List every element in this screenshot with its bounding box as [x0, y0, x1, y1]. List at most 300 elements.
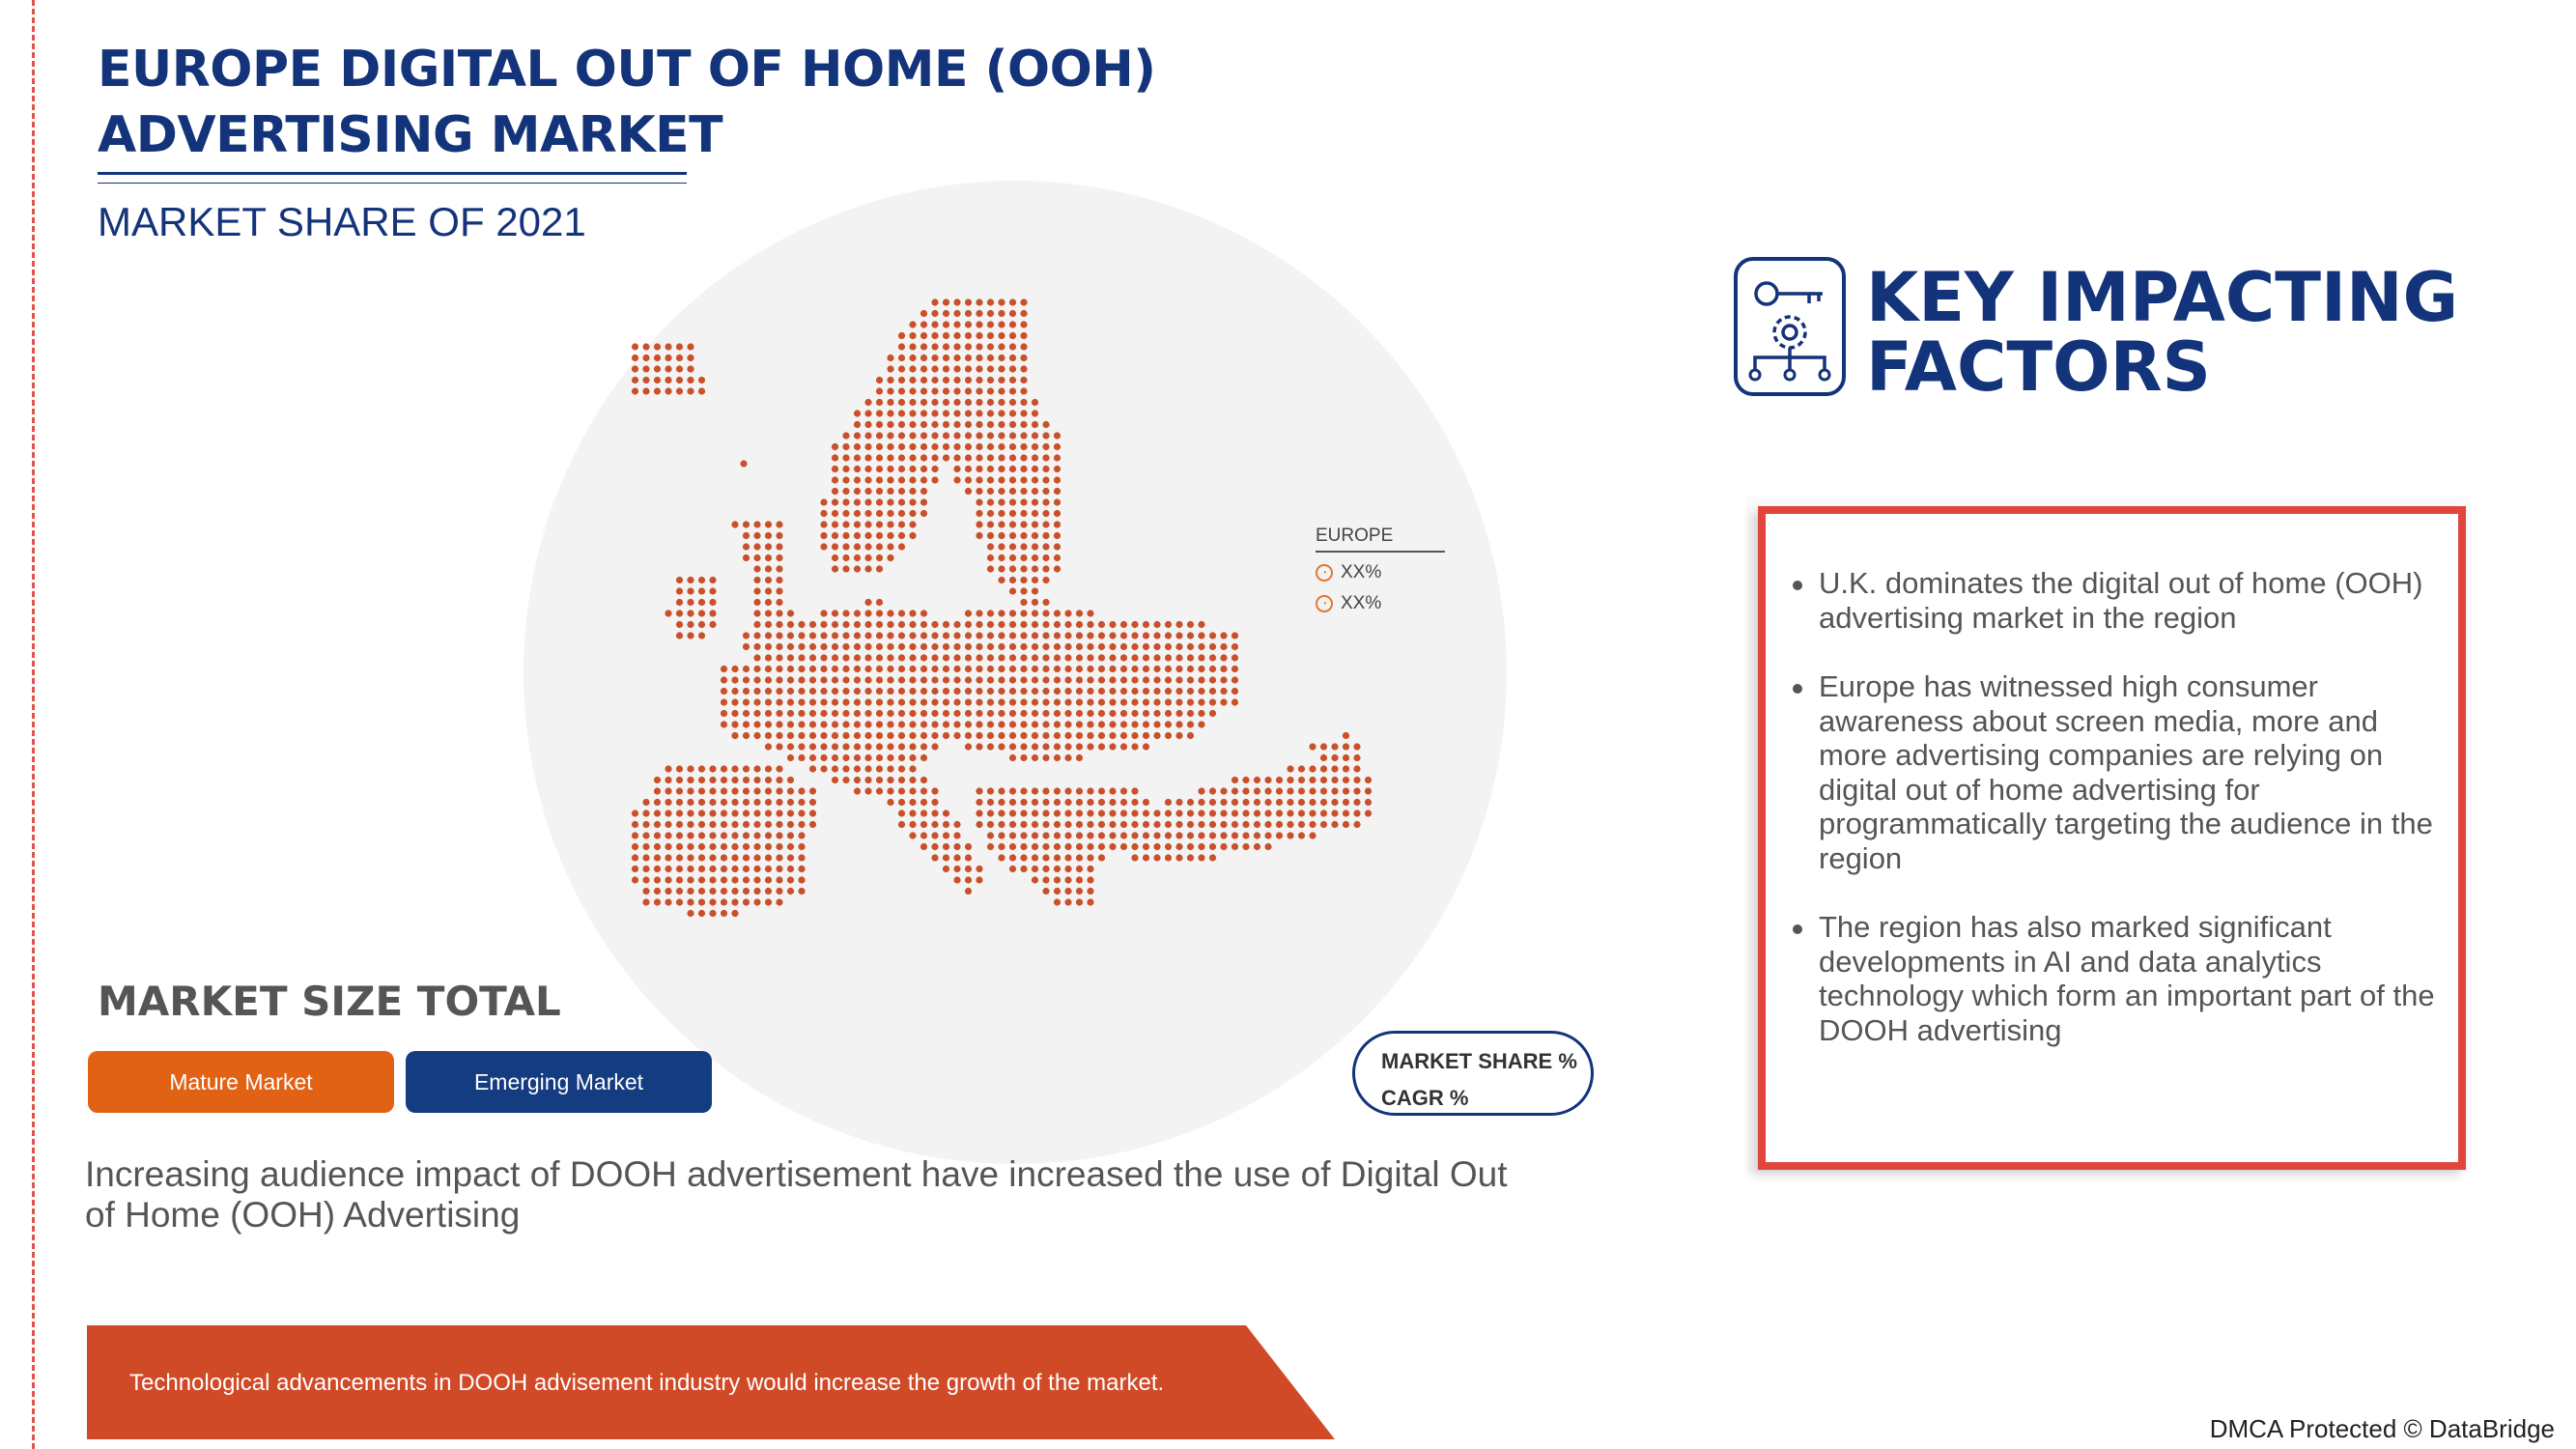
map-dot — [1020, 466, 1027, 472]
map-dot — [1365, 799, 1372, 806]
map-dot — [953, 432, 960, 439]
map-dot — [1087, 866, 1093, 872]
map-dot — [1343, 799, 1349, 806]
map-dot — [1076, 810, 1083, 816]
map-dot — [931, 443, 938, 450]
map-dot — [832, 443, 838, 450]
map-dot — [854, 488, 861, 495]
left-dashed-divider — [32, 0, 35, 1449]
map-dot — [998, 632, 1005, 639]
map-dot — [1009, 698, 1016, 705]
map-dot — [1009, 498, 1016, 505]
map-dot — [976, 621, 982, 628]
map-dot — [832, 777, 838, 783]
map-dot — [1343, 810, 1349, 816]
map-dot — [965, 843, 972, 850]
map-dot — [887, 799, 893, 806]
map-dot — [1042, 577, 1049, 583]
map-dot — [654, 387, 661, 394]
map-dot — [632, 810, 638, 816]
map-dot — [998, 610, 1005, 616]
map-dot — [687, 599, 694, 606]
map-dot — [1209, 810, 1216, 816]
map-dot — [709, 787, 716, 794]
map-dot — [1020, 698, 1027, 705]
map-dot — [976, 721, 982, 727]
map-dot — [920, 643, 927, 650]
map-dot — [1231, 832, 1238, 838]
map-dot — [765, 787, 772, 794]
map-dot — [1087, 710, 1093, 717]
map-dot — [1254, 821, 1260, 828]
map-dot — [632, 843, 638, 850]
map-dot — [1309, 832, 1316, 838]
map-dot — [642, 365, 649, 372]
map-dot — [654, 343, 661, 350]
map-dot — [709, 876, 716, 883]
map-dot — [1032, 443, 1038, 450]
map-dot — [743, 543, 750, 550]
map-dot — [931, 332, 938, 339]
map-dot — [743, 698, 750, 705]
map-dot — [1331, 787, 1338, 794]
map-dot — [1187, 698, 1194, 705]
map-dot — [864, 632, 871, 639]
map-dot — [1120, 621, 1127, 628]
map-dot — [1076, 743, 1083, 750]
map-dot — [1032, 710, 1038, 717]
map-dot — [676, 621, 683, 628]
map-dot — [809, 676, 816, 683]
map-dot — [943, 821, 949, 828]
map-dot — [854, 787, 861, 794]
map-dot — [832, 554, 838, 561]
map-dot — [953, 832, 960, 838]
market-share-cagr-pill — [1352, 1031, 1594, 1116]
map-dot — [876, 621, 883, 628]
map-dot — [1131, 654, 1138, 661]
map-dot — [909, 787, 916, 794]
map-dot — [1042, 610, 1049, 616]
map-dot — [721, 765, 727, 772]
map-dot — [965, 343, 972, 350]
map-dot — [1020, 854, 1027, 861]
map-dot — [721, 832, 727, 838]
map-dot — [721, 898, 727, 905]
map-dot — [1042, 421, 1049, 428]
map-dot — [753, 543, 760, 550]
map-dot — [1020, 421, 1027, 428]
map-dot — [1120, 666, 1127, 672]
map-dot — [1064, 799, 1071, 806]
map-dot — [965, 321, 972, 327]
map-dot — [1054, 543, 1061, 550]
map-dot — [1076, 698, 1083, 705]
map-dot — [887, 676, 893, 683]
key-factors-heading-line2: FACTORS — [1866, 327, 2211, 407]
map-dot — [654, 377, 661, 384]
map-dot — [1064, 888, 1071, 895]
map-dot — [931, 355, 938, 361]
map-dot — [832, 488, 838, 495]
map-dot — [965, 698, 972, 705]
map-dot — [943, 666, 949, 672]
map-dot — [943, 377, 949, 384]
map-dot — [1054, 721, 1061, 727]
map-dot — [1353, 799, 1360, 806]
map-dot — [665, 787, 671, 794]
map-dot — [687, 587, 694, 594]
map-dot — [1042, 732, 1049, 739]
map-dot — [953, 332, 960, 339]
map-dot — [1009, 676, 1016, 683]
map-dot — [965, 643, 972, 650]
map-dot — [987, 355, 994, 361]
map-dot — [965, 387, 972, 394]
map-dot — [887, 399, 893, 406]
map-dot — [1064, 643, 1071, 650]
map-dot — [698, 821, 705, 828]
map-dot — [753, 777, 760, 783]
map-dot — [753, 577, 760, 583]
map-dot — [676, 355, 683, 361]
map-dot — [887, 710, 893, 717]
map-dot — [1209, 666, 1216, 672]
map-dot — [776, 543, 782, 550]
map-dot — [1042, 666, 1049, 672]
map-dot — [876, 610, 883, 616]
map-dot — [1042, 698, 1049, 705]
map-dot — [776, 632, 782, 639]
map-dot — [1175, 710, 1182, 717]
map-dot — [898, 799, 905, 806]
map-dot — [998, 310, 1005, 317]
emerging-market-button[interactable]: Emerging Market — [406, 1051, 712, 1113]
map-dot — [665, 821, 671, 828]
map-dot — [1020, 443, 1027, 450]
map-dot — [832, 743, 838, 750]
map-dot — [931, 421, 938, 428]
map-dot — [1054, 610, 1061, 616]
map-dot — [1175, 732, 1182, 739]
map-dot — [1198, 632, 1204, 639]
map-dot — [876, 543, 883, 550]
map-dot — [1020, 454, 1027, 461]
map-dot — [1153, 666, 1160, 672]
map-dot — [876, 643, 883, 650]
map-dot — [743, 643, 750, 650]
map-dot — [832, 532, 838, 539]
map-dot — [1098, 854, 1105, 861]
map-dot — [698, 777, 705, 783]
map-dot — [1020, 688, 1027, 695]
map-dot — [864, 599, 871, 606]
map-dot — [976, 432, 982, 439]
map-dot — [1032, 632, 1038, 639]
map-dot — [654, 787, 661, 794]
map-dot — [753, 721, 760, 727]
map-dot — [1220, 654, 1227, 661]
map-dot — [787, 799, 794, 806]
map-dot — [1109, 666, 1116, 672]
map-dot — [1020, 355, 1027, 361]
map-dot — [1165, 621, 1172, 628]
map-dot — [832, 476, 838, 483]
map-dot — [1153, 710, 1160, 717]
mature-market-button[interactable]: Mature Market — [88, 1051, 394, 1113]
map-dot — [854, 632, 861, 639]
map-dot — [1165, 821, 1172, 828]
key-factor-item: Europe has witnessed high consumer awareness about screen media, more and more advertising companies are relying on digital out of home advertising for programmatically targeting the audience in the region — [1793, 669, 2449, 875]
map-dot — [909, 610, 916, 616]
map-dot — [965, 876, 972, 883]
map-dot — [931, 710, 938, 717]
map-dot — [820, 521, 827, 527]
map-dot — [931, 476, 938, 483]
map-dot — [842, 743, 849, 750]
map-dot — [898, 821, 905, 828]
map-dot — [887, 421, 893, 428]
map-dot — [676, 888, 683, 895]
map-dot — [1064, 754, 1071, 761]
map-dot — [1242, 777, 1249, 783]
map-dot — [721, 666, 727, 672]
map-dot — [642, 810, 649, 816]
page-title: EUROPE DIGITAL OUT OF HOME (OOH) ADVERTISING MARKET — [98, 41, 1156, 164]
map-dot — [820, 654, 827, 661]
map-dot — [854, 688, 861, 695]
map-dot — [898, 632, 905, 639]
map-dot — [987, 321, 994, 327]
map-dot — [1165, 688, 1172, 695]
map-dot — [654, 866, 661, 872]
map-dot — [976, 310, 982, 317]
map-dot — [1009, 710, 1016, 717]
map-dot — [1020, 554, 1027, 561]
map-dot — [1175, 721, 1182, 727]
map-dot — [753, 765, 760, 772]
map-dot — [976, 355, 982, 361]
map-dot — [931, 466, 938, 472]
map-dot — [632, 355, 638, 361]
map-dot — [820, 676, 827, 683]
map-dot — [1009, 732, 1016, 739]
map-dot — [965, 610, 972, 616]
map-dot — [776, 521, 782, 527]
map-dot — [909, 732, 916, 739]
map-dot — [965, 732, 972, 739]
map-dot — [854, 710, 861, 717]
map-dot — [920, 310, 927, 317]
map-dot — [931, 399, 938, 406]
map-dot — [776, 888, 782, 895]
map-dot — [887, 377, 893, 384]
map-dot — [854, 421, 861, 428]
map-dot — [753, 821, 760, 828]
map-dot — [1087, 898, 1093, 905]
map-dot — [820, 543, 827, 550]
map-dot — [976, 443, 982, 450]
map-dot — [1032, 721, 1038, 727]
map-dot — [832, 565, 838, 572]
map-dot — [1343, 754, 1349, 761]
map-dot — [876, 498, 883, 505]
map-dot — [1009, 754, 1016, 761]
map-dot — [1032, 621, 1038, 628]
map-dot — [1131, 810, 1138, 816]
map-dot — [864, 565, 871, 572]
map-dot — [731, 898, 738, 905]
map-dot — [1054, 666, 1061, 672]
map-dot — [953, 365, 960, 372]
map-dot — [842, 554, 849, 561]
map-dot — [854, 732, 861, 739]
map-dot — [854, 498, 861, 505]
map-dot — [1187, 832, 1194, 838]
map-dot — [854, 676, 861, 683]
map-dot — [1143, 843, 1149, 850]
map-dot — [1032, 876, 1038, 883]
map-dot — [1009, 343, 1016, 350]
map-dot — [1165, 632, 1172, 639]
map-dot — [864, 787, 871, 794]
map-dot — [898, 454, 905, 461]
map-dot — [776, 810, 782, 816]
map-dot — [1131, 821, 1138, 828]
map-dot — [987, 810, 994, 816]
map-dot — [687, 577, 694, 583]
map-dot — [876, 632, 883, 639]
map-dot — [998, 799, 1005, 806]
map-dot — [931, 365, 938, 372]
map-dot — [1009, 365, 1016, 372]
map-dot — [1032, 743, 1038, 750]
map-dot — [943, 688, 949, 695]
map-dot — [1120, 710, 1127, 717]
map-dot — [1009, 810, 1016, 816]
map-dot — [1120, 732, 1127, 739]
map-dot — [1353, 777, 1360, 783]
map-dot — [998, 476, 1005, 483]
map-dot — [1020, 643, 1027, 650]
map-dot — [1009, 454, 1016, 461]
map-dot — [809, 632, 816, 639]
map-dot — [998, 432, 1005, 439]
map-dot — [776, 777, 782, 783]
map-dot — [842, 565, 849, 572]
map-dot — [998, 577, 1005, 583]
map-dot — [753, 898, 760, 905]
map-dot — [798, 888, 805, 895]
map-dot — [709, 821, 716, 828]
map-dot — [909, 343, 916, 350]
map-dot — [654, 898, 661, 905]
map-dot — [709, 587, 716, 594]
map-dot — [1064, 676, 1071, 683]
map-dot — [898, 610, 905, 616]
map-dot — [909, 821, 916, 828]
map-dot — [1020, 543, 1027, 550]
map-dot — [1209, 854, 1216, 861]
map-dot — [898, 777, 905, 783]
map-dot — [698, 799, 705, 806]
map-dot — [887, 688, 893, 695]
map-dot — [1231, 787, 1238, 794]
map-dot — [1143, 643, 1149, 650]
map-dot — [920, 432, 927, 439]
map-dot — [1175, 666, 1182, 672]
map-dot — [976, 321, 982, 327]
map-dot — [998, 343, 1005, 350]
map-dot — [1032, 565, 1038, 572]
map-dot — [1076, 666, 1083, 672]
map-dot — [1076, 688, 1083, 695]
map-dot — [854, 765, 861, 772]
map-dot — [1187, 654, 1194, 661]
map-dot — [765, 643, 772, 650]
map-dot — [943, 410, 949, 416]
map-dot — [1309, 787, 1316, 794]
map-dot — [765, 821, 772, 828]
map-dot — [1287, 777, 1293, 783]
map-dot — [1054, 876, 1061, 883]
map-dot — [820, 743, 827, 750]
map-dot — [998, 377, 1005, 384]
map-dot — [731, 876, 738, 883]
map-dot — [1320, 821, 1327, 828]
map-dot — [1264, 843, 1271, 850]
map-dot — [1009, 632, 1016, 639]
map-dot — [1264, 777, 1271, 783]
map-dot — [931, 643, 938, 650]
map-dot — [787, 821, 794, 828]
map-dot — [998, 710, 1005, 717]
map-dot — [920, 332, 927, 339]
map-dot — [1009, 310, 1016, 317]
map-dot — [1198, 643, 1204, 650]
map-dot — [743, 799, 750, 806]
map-dot — [1098, 643, 1105, 650]
map-dot — [1165, 732, 1172, 739]
map-dot — [909, 688, 916, 695]
map-dot — [987, 488, 994, 495]
map-dot — [698, 832, 705, 838]
map-dot — [987, 554, 994, 561]
map-dot — [1009, 621, 1016, 628]
map-dot — [909, 765, 916, 772]
map-dot — [809, 787, 816, 794]
map-dot — [909, 387, 916, 394]
map-dot — [1042, 443, 1049, 450]
map-dot — [765, 543, 772, 550]
map-dot — [687, 910, 694, 917]
map-dot — [998, 510, 1005, 517]
map-dot — [1331, 743, 1338, 750]
map-dot — [1054, 432, 1061, 439]
map-dot — [1032, 810, 1038, 816]
map-dot — [987, 732, 994, 739]
map-dot — [854, 410, 861, 416]
map-dot — [1153, 721, 1160, 727]
map-dot — [721, 676, 727, 683]
map-dot — [1087, 876, 1093, 883]
map-dot — [753, 698, 760, 705]
map-dot — [1009, 332, 1016, 339]
map-dot — [1032, 587, 1038, 594]
map-dot — [976, 632, 982, 639]
map-dot — [1032, 866, 1038, 872]
map-dot — [965, 710, 972, 717]
